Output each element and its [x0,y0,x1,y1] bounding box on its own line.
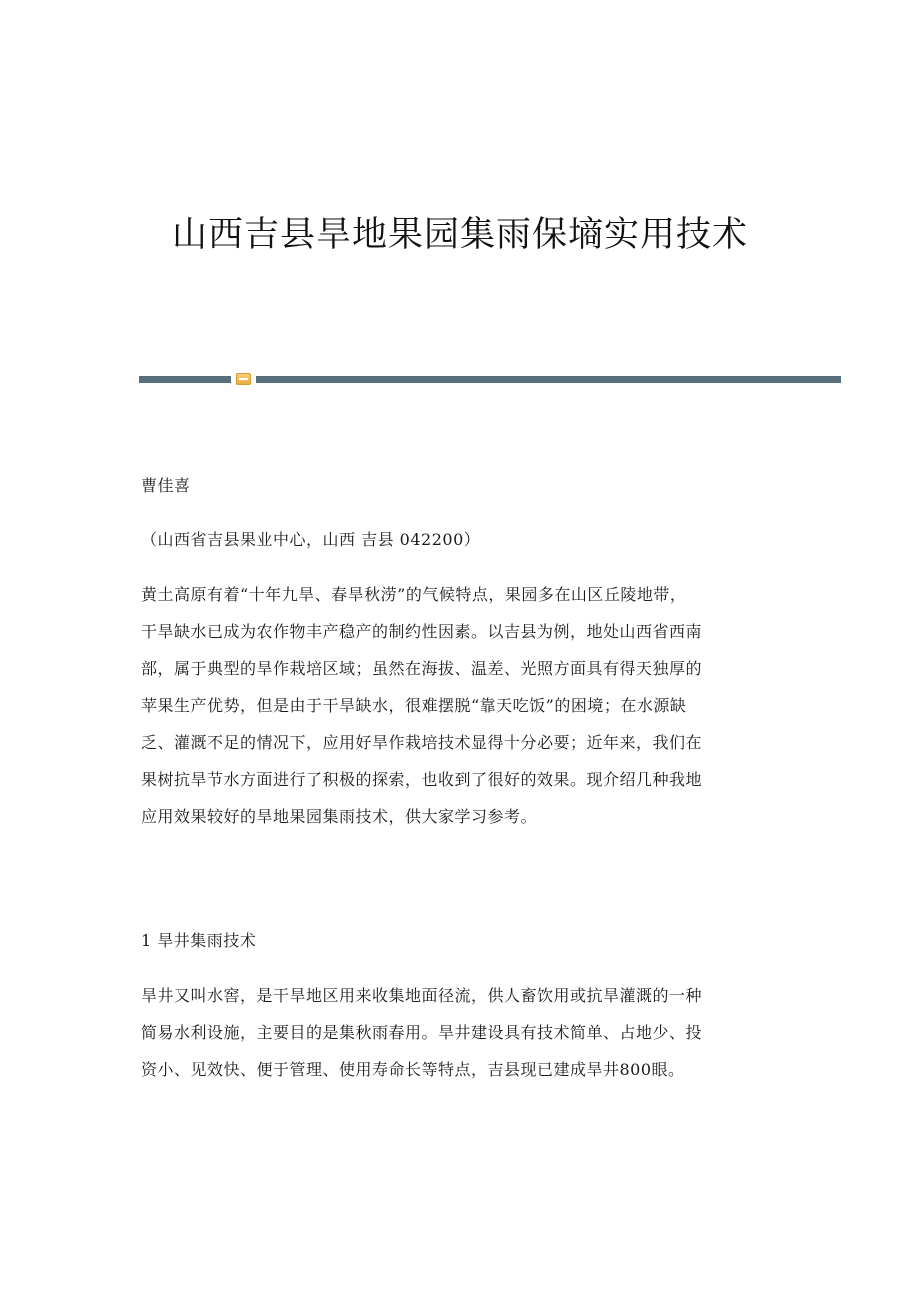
section1-paragraph [141,977,781,1088]
intro-paragraph [141,576,781,835]
paragraph-line: 干旱缺水已成为农作物丰产稳产的制约性因素。以吉县为例，地处山西省西南 [141,622,703,641]
document-title: 山西吉县旱地果园集雨保墒实用技术 [171,215,748,255]
section-heading: 1 旱井集雨技术 [141,931,257,950]
paragraph-line: 乏、灌溉不足的情况下，应用好旱作栽培技术显得十分必要；近年来，我们在 [141,733,703,752]
author-name: 曹佳喜 [141,476,191,495]
paragraph-line: 资小、见效快、便于管理、使用寿命长等特点，吉县现已建成旱井800眼。 [141,1060,685,1079]
paragraph-line: 苹果生产优势，但是由于干旱缺水，很难摆脱“靠天吃饭”的困境；在水源缺 [141,696,687,715]
divider-bar-left [139,376,231,383]
divider-emblem-icon [236,373,251,385]
paragraph-line: 部，属于典型的旱作栽培区域；虽然在海拔、温差、光照方面具有得天独厚的 [141,659,703,678]
paragraph-line: 果树抗旱节水方面进行了积极的探索，也收到了很好的效果。现介绍几种我地 [141,770,703,789]
paragraph-line: 应用效果较好的旱地果园集雨技术，供大家学习参考。 [141,807,538,826]
paragraph-line: 黄土高原有着“十年九旱、春旱秋涝”的气候特点，果园多在山区丘陵地带， [141,585,687,604]
divider-bar-right [256,376,841,383]
paragraph-line: 简易水利设施，主要目的是集秋雨春用。旱井建设具有技术简单、占地少、投 [141,1023,703,1042]
paragraph-line: 旱井又叫水窖，是干旱地区用来收集地面径流，供人畜饮用或抗旱灌溉的一种 [141,986,703,1005]
title-divider [139,373,841,385]
author-affiliation: （山西省吉县果业中心，山西 吉县 042200） [141,530,481,549]
